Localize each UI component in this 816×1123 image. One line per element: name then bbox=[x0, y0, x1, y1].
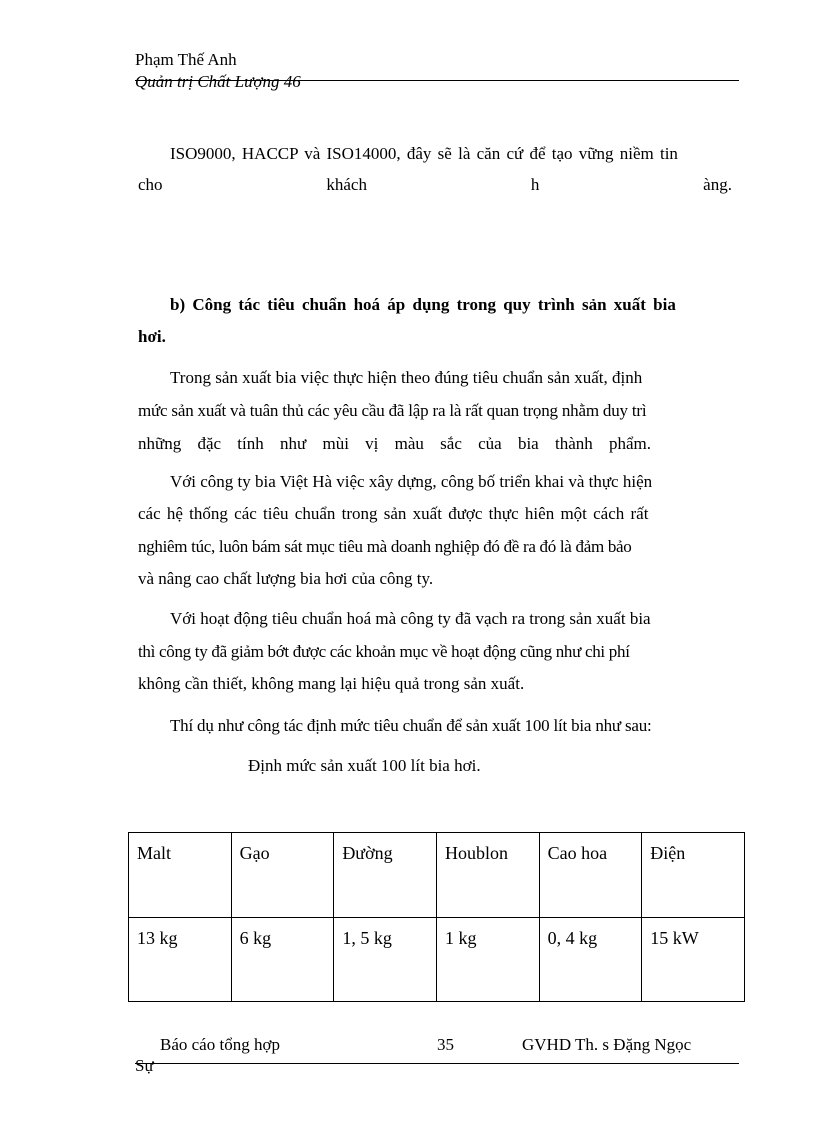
intro-word: àng. bbox=[703, 175, 732, 194]
paragraph-1-line-1: Trong sản xuất bia việc thực hiện theo đúng tiêu chuẩn sản xuất, định bbox=[170, 368, 643, 387]
table-cell: 1 kg bbox=[436, 917, 539, 1002]
table-cell: 0, 4 kg bbox=[539, 917, 642, 1002]
header-course: Quản trị Chất Lượng 46 bbox=[135, 72, 301, 91]
table-header-cell: Houblon bbox=[436, 833, 539, 918]
paragraph-1-line-3: những đặc tính như mùi vị màu sắc của bia thành phẩm. bbox=[138, 434, 652, 453]
table-header-cell: Gạo bbox=[231, 833, 334, 918]
footer-divider bbox=[135, 1063, 739, 1064]
intro-line-2 bbox=[138, 174, 732, 196]
table-caption: Định mức sản xuất 100 lít bia hơi. bbox=[248, 756, 481, 775]
paragraph-2-line-3: nghiêm túc, luôn bám sát mục tiêu mà doanh nghiệp đó đề ra đó là đảm bảo bbox=[138, 537, 632, 556]
footer-report: Báo cáo tổng hợp bbox=[160, 1035, 280, 1054]
intro-word: khách bbox=[326, 175, 367, 194]
table-cell: 6 kg bbox=[231, 917, 334, 1002]
footer-advisor-cont: Sự bbox=[135, 1056, 154, 1075]
table-cell: 13 kg bbox=[129, 917, 232, 1002]
paragraph-1-line-2: mức sản xuất và tuân thủ các yêu cầu đã lập ra là rất quan trọng nhằm duy trì bbox=[138, 401, 647, 420]
intro-line-1: ISO9000, HACCP và ISO14000, đây sẽ là căn cứ để tạo vững niềm tin bbox=[170, 144, 678, 163]
table-header-cell: Malt bbox=[129, 833, 232, 918]
paragraph-3-line-3: không cần thiết, không mang lại hiệu quả trong sản xuất. bbox=[138, 674, 525, 693]
paragraph-2-line-2: các hệ thống các tiêu chuẩn trong sản xuất được thực hiên một cách rất bbox=[138, 504, 649, 523]
table-header-row bbox=[129, 833, 745, 918]
header-author: Phạm Thế Anh bbox=[135, 50, 237, 69]
table-cell: 15 kW bbox=[642, 917, 745, 1002]
table-cell: 1, 5 kg bbox=[334, 917, 437, 1002]
header-divider bbox=[135, 80, 739, 81]
footer-page-number: 35 bbox=[437, 1035, 454, 1054]
footer-advisor: GVHD Th. s Đặng Ngọc bbox=[522, 1035, 692, 1054]
section-heading: b) Công tác tiêu chuẩn hoá áp dụng trong quy trình sản xuất bia bbox=[170, 295, 676, 314]
paragraph-2-line-1: Với công ty bia Việt Hà việc xây dựng, công bố triển khai và thực hiện bbox=[170, 472, 653, 491]
intro-word: h bbox=[530, 175, 540, 194]
section-heading-cont: hơi. bbox=[138, 327, 166, 346]
paragraph-4: Thí dụ như công tác định mức tiêu chuẩn để sản xuất 100 lít bia như sau: bbox=[170, 716, 652, 735]
table-header-cell: Đường bbox=[334, 833, 437, 918]
paragraph-3-line-2: thì công ty đã giảm bớt được các khoản mục về hoạt động cũng như chi phí bbox=[138, 642, 630, 661]
intro-word: cho bbox=[138, 175, 163, 194]
table-row bbox=[129, 917, 745, 1002]
paragraph-3-line-1: Với hoạt động tiêu chuẩn hoá mà công ty đã vạch ra trong sản xuất bia bbox=[170, 609, 651, 628]
table-header-cell: Điện bbox=[642, 833, 745, 918]
table-header-cell: Cao hoa bbox=[539, 833, 642, 918]
norms-table bbox=[128, 832, 745, 1002]
paragraph-2-line-4: và nâng cao chất lượng bia hơi của công ty. bbox=[138, 569, 434, 588]
